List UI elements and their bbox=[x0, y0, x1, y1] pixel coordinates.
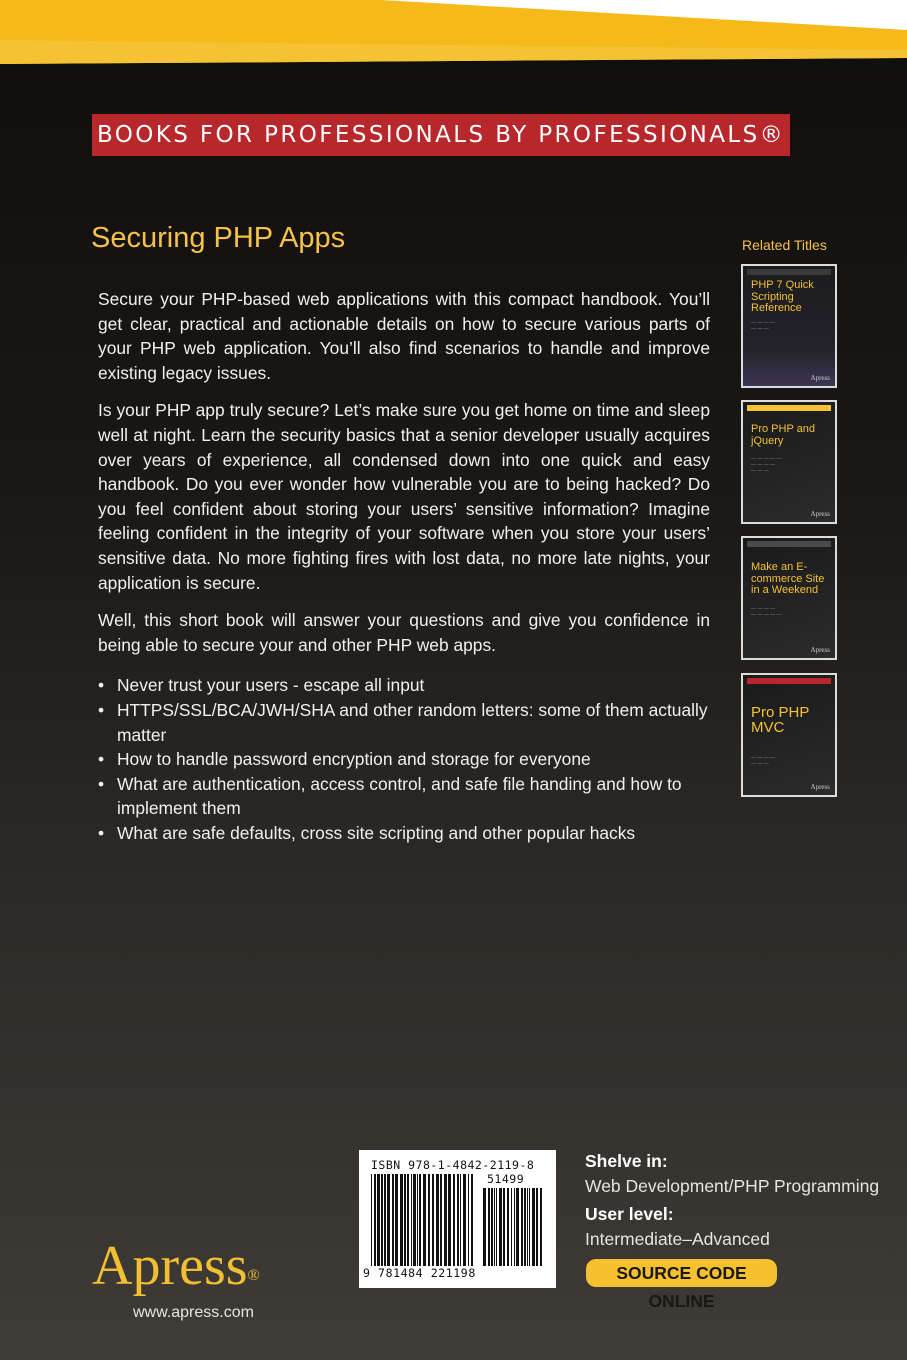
back-cover-description bbox=[98, 287, 710, 845]
related-book-title: Pro PHP and jQuery bbox=[751, 423, 816, 447]
bullet-icon: • bbox=[98, 699, 105, 720]
description-paragraph: Secure your PHP-based web applications with this compact handbook. You’ll get clear, practical and actionable details on how to secure various parts of your PHP web application. You’ll also find scenarios to handle and improve existing legacy issues. bbox=[98, 289, 710, 383]
user-level-label: User level: bbox=[585, 1204, 674, 1224]
related-book-cover[interactable] bbox=[741, 264, 837, 388]
description-paragraph: Is your PHP app truly secure? Let’s make sure you get home on time and sleep well at night. Learn the security basics that a senior developer usually acquires over years of experience, all condensed down into one quick and easy handbook. Do you ever wonder how vulnerable you are to being hacked? Do you feel confident about storing your users’ sensitive information? Imagine feeling confident in the integrity of your software when you store your users’ sensitive data. No more fighting fires with lost data, no more late nights, your application is secure. bbox=[98, 400, 710, 593]
feature-list-item bbox=[98, 747, 710, 772]
feature-list-item bbox=[98, 772, 710, 821]
bullet-icon: • bbox=[98, 773, 105, 794]
feature-text: Never trust your users - escape all input bbox=[117, 675, 425, 696]
bullet-icon: • bbox=[98, 822, 105, 843]
shelving-info bbox=[585, 1149, 885, 1255]
publisher-logo bbox=[92, 1236, 260, 1296]
barcode-addon-bars-icon bbox=[483, 1188, 545, 1266]
feature-text: HTTPS/SSL/BCA/JWH/SHA and other random letters: some of them actually matter bbox=[117, 699, 708, 745]
feature-text: How to handle password encryption and storage for everyone bbox=[117, 749, 591, 770]
barcode-bars-icon bbox=[371, 1174, 475, 1266]
isbn-barcode bbox=[359, 1150, 556, 1288]
shelve-label: Shelve in: bbox=[585, 1151, 668, 1171]
related-titles-heading: Related Titles bbox=[742, 237, 827, 253]
bullet-icon: • bbox=[98, 749, 105, 770]
related-book-publisher: Apress bbox=[810, 783, 830, 791]
book-title: Securing PHP Apps bbox=[91, 222, 346, 254]
feature-text: What are authentication, access control, and safe file handing and how to implement them bbox=[117, 773, 682, 819]
feature-list-item bbox=[98, 698, 710, 747]
ean-number: 9 781484 221198 bbox=[363, 1266, 476, 1280]
related-book-cover[interactable] bbox=[741, 400, 837, 524]
related-book-cover[interactable] bbox=[741, 673, 837, 797]
logo-wordmark: Apress bbox=[92, 1235, 248, 1297]
feature-list bbox=[98, 673, 710, 845]
yellow-stripe-band bbox=[0, 0, 907, 90]
feature-text: What are safe defaults, cross site scripting and other popular hacks bbox=[117, 822, 636, 843]
series-banner: BOOKS FOR PROFESSIONALS BY PROFESSIONALS® bbox=[92, 114, 790, 156]
related-book-title: PHP 7 Quick Scripting Reference bbox=[751, 279, 814, 314]
feature-list-item bbox=[98, 821, 710, 846]
related-book-publisher: Apress bbox=[810, 374, 830, 382]
user-level-value: Intermediate–Advanced bbox=[585, 1229, 770, 1249]
related-book-publisher: Apress bbox=[810, 646, 830, 654]
bullet-icon: • bbox=[98, 675, 105, 696]
price-code: 51499 bbox=[487, 1172, 525, 1186]
publisher-website: www.apress.com bbox=[133, 1304, 254, 1321]
feature-list-item bbox=[98, 673, 710, 698]
related-book-title: Make an E-commerce Site in a Weekend bbox=[751, 561, 825, 596]
isbn-text: ISBN 978-1-4842-2119-8 bbox=[371, 1158, 535, 1172]
related-book-cover[interactable] bbox=[741, 536, 837, 660]
cover-subtext-decoration: — — — — — — — bbox=[751, 320, 776, 332]
cover-subtext-decoration: — — — — — — — bbox=[751, 755, 776, 767]
cover-subtext-decoration: — — — — — — — — — — — — bbox=[751, 456, 782, 474]
description-paragraph: Well, this short book will answer your questions and give you confidence in being able to secure your and other PHP web apps. bbox=[98, 610, 710, 655]
registered-mark: ® bbox=[247, 1267, 260, 1284]
cover-subtext-decoration: — — — — — — — — — bbox=[751, 606, 782, 618]
source-code-badge: SOURCE CODE ONLINE bbox=[586, 1259, 777, 1287]
related-book-publisher: Apress bbox=[810, 510, 830, 518]
related-book-title: Pro PHP MVC bbox=[751, 704, 810, 736]
shelve-category: Web Development/PHP Programming bbox=[585, 1176, 880, 1196]
